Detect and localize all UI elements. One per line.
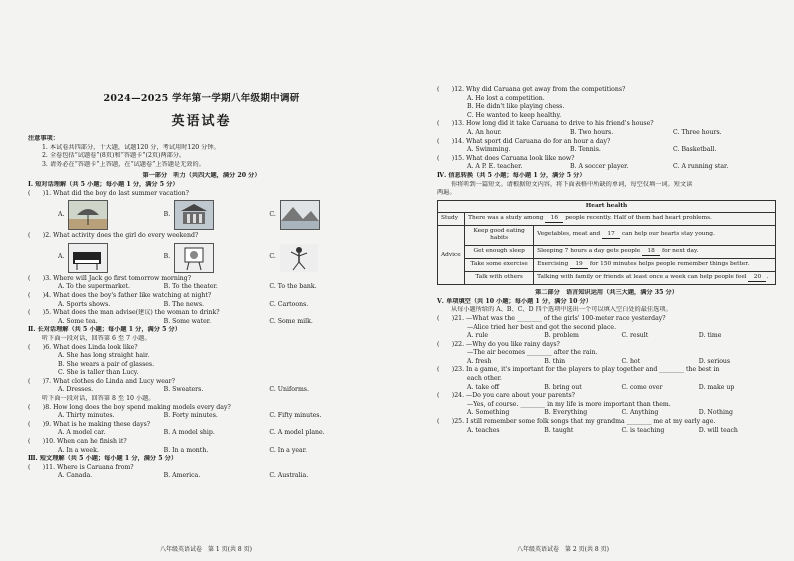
question-22: ( )22. —Why do you like rainy days? [437, 340, 560, 348]
q9-options: A. A model car. B. A model ship. C. A model plane. [58, 429, 325, 437]
question-4: ( )4. What does the boy's father like watching at night? [28, 291, 212, 299]
q1-option-b: B. [164, 200, 270, 230]
q22-options: A. fresh B. thin C. hot D. serious [467, 357, 731, 365]
question-21: ( )21. —What was the ________ of the girls' 100-meter race yesterday? [437, 314, 666, 322]
q23-options: A. take off B. bring out C. come over D. make up [467, 383, 735, 391]
question-6: ( )6. What does Linda look like? [28, 343, 138, 351]
notes-title: 注意事项： [28, 135, 59, 142]
q5-options: A. Some tea. B. Some water. C. Some milk. [58, 317, 313, 325]
question-24: ( )24. —Do you care about your parents? [437, 392, 575, 400]
exam-title: 英语试卷 [171, 114, 232, 129]
q25-options: A. teaches B. taught C. is teaching D. will teach [467, 426, 738, 434]
section4-heading: Ⅳ. 信息转换（共 5 小题；每小题 1 分，满分 5 分） [437, 171, 586, 179]
q11-options: A. Canada. B. America. C. Australia. [58, 472, 309, 480]
q2-option-a: A. [58, 243, 164, 273]
page-footer-1: 八年级英语试卷 第 1 页(共 8 页) [160, 546, 252, 553]
table-row [438, 258, 776, 271]
advice-detail: Vegetables, meat and 17 can help our hearts stay young. [534, 226, 776, 245]
part2-heading: 第二部分 语言知识运用（共三大题，满分 35 分） [535, 289, 678, 297]
table-title: Heart health [438, 200, 776, 212]
note-2: 2. 全卷包括“试题卷”(8页)和“答题卡”(2页)两部分。 [42, 152, 186, 160]
note-3: 3. 请务必在“答题卡”上答题，在“试题卷”上答题是无效的。 [42, 160, 205, 168]
museum-icon [174, 200, 214, 230]
question-13: ( )13. How long did it take Caruana to drive to his friend's house? [437, 120, 654, 128]
heart-health-table [437, 200, 776, 285]
question-3: ( )3. Where will Jack go first tomorrow morning? [28, 274, 192, 282]
section2-instruction-a: 听下面一段对话，回答第 6 至 7 小题。 [42, 334, 151, 342]
section5-instruction: 从每小题所给的 A、B、C、D 四个选项中选出一个可以填入空白处的最佳选项。 [451, 306, 672, 314]
part1-heading: 第一部分 听力（共四大题，满分 20 分） [142, 172, 261, 180]
painting-icon [174, 243, 214, 273]
table-row [438, 245, 776, 258]
advice-detail: Sleeping 7 hours a day gets people 18 for next day. [534, 245, 776, 258]
note-1: 1. 本试卷共四部分，十大题，试题120 分，考试用时120 分钟。 [42, 143, 220, 151]
q4-options: A. Sports shows. B. The news. C. Cartoons. [58, 300, 309, 308]
advice-label: Advice [438, 226, 465, 285]
answer-blank-19[interactable]: 19 [570, 261, 588, 269]
q6-option-b: B. She wears a pair of glasses. [58, 360, 155, 368]
q10-options: A. In a week. B. In a month. C. In a year. [58, 446, 307, 454]
advice-item: Take some exercise [465, 258, 534, 271]
q2-pictures [28, 241, 375, 275]
advice-item: Keep good eating habits [465, 226, 534, 245]
q3-options: A. To the supermarket. B. To the theater. C. To the bank. [58, 283, 317, 291]
table-row [438, 212, 776, 225]
q6-option-a: A. She has long straight hair. [58, 352, 150, 360]
advice-item: Talk with others [465, 271, 534, 284]
q12-option-c: C. He wanted to keep healthy. [467, 111, 562, 119]
right-page [397, 0, 794, 561]
question-15: ( )15. What does Caruana look like now? [437, 154, 575, 162]
q21-response: —Alice tried her best and got the second place. [467, 323, 617, 331]
study-cell: There was a study among 16 people recently. Half of them had heart problems. [465, 212, 776, 225]
q13-options: A. An hour. B. Two hours. C. Three hours. [467, 128, 722, 136]
q12-option-a: A. He lost a competition. [467, 94, 545, 102]
advice-detail: Exercising 19 for 150 minutes helps people remember things better. [534, 258, 776, 271]
mountain-lake-icon [280, 200, 320, 230]
q24-options: A. Something B. Everything C. Anything D. Nothing [467, 409, 733, 417]
advice-detail: Talking with family or friends at least once a week can help people feel 20 . [534, 271, 776, 284]
q22-response: —The air becomes ________ after the rain. [467, 349, 598, 357]
question-10: ( )10. When can he finish it? [28, 438, 127, 446]
question-11: ( )11. Where is Caruana from? [28, 463, 134, 471]
question-14: ( )14. What sport did Caruana do for an hour a day? [437, 137, 611, 145]
page-footer-2: 八年级英语试卷 第 2 页(共 8 页) [517, 546, 609, 553]
q2-option-b: B. [164, 243, 270, 273]
section2-instruction-b: 听下面一段对话，回答第 8 至 10 小题。 [42, 395, 155, 403]
table-row [438, 271, 776, 284]
answer-blank-17[interactable]: 17 [602, 231, 620, 239]
section5-heading: Ⅴ. 单项填空（共 10 小题；每小题 1 分，满分 10 分） [437, 297, 592, 305]
study-label: Study [438, 212, 465, 225]
q1-option-c: C. [269, 200, 375, 230]
answer-blank-20[interactable]: 20 [748, 274, 766, 282]
answer-blank-18[interactable]: 18 [642, 248, 660, 256]
dancing-icon [280, 244, 318, 272]
q7-options: A. Dresses. B. Sweaters. C. Uniforms. [58, 386, 309, 394]
q1-pictures [28, 198, 375, 232]
piano-icon [68, 243, 108, 273]
question-1: ( )1. What did the boy do last summer vacation? [28, 189, 189, 197]
section4-instruction: 你将听到一篇短文。请根据短文内容，将下面表格中所缺的单词，每空仅填一词。短文读 [451, 180, 693, 188]
question-25: ( )25. I still remember some folk songs that my grandma ________ me at my early age. [437, 418, 716, 426]
q8-options: A. Thirty minutes. B. Forty minutes. C. Fifty minutes. [58, 412, 322, 420]
q15-options: A. A P. E. teacher. B. A soccer player. C. A running star. [467, 163, 729, 171]
table-row [438, 226, 776, 245]
q21-options: A. rule B. problem C. result D. time [467, 332, 722, 340]
q2-option-c: C. [269, 244, 375, 272]
q14-options: A. Swimming. B. Tennis. C. Basketball. [467, 146, 717, 154]
q1-option-a: A. [58, 200, 164, 230]
section1-heading: Ⅰ. 短对话理解（共 5 小题；每小题 1 分，满分 5 分） [28, 180, 179, 188]
question-12: ( )12. Why did Caruana get away from the competitions? [437, 86, 626, 93]
beach-umbrella-icon [68, 200, 108, 230]
question-5: ( )5. What does the man advise(建议) the woman to drink? [28, 309, 220, 317]
q12-option-b: B. He didn't like playing chess. [467, 103, 565, 111]
section3-heading: Ⅲ. 短文理解（共 5 小题；每小题 1 分，满分 5 分） [28, 455, 178, 463]
q6-option-c: C. She is taller than Lucy. [58, 369, 139, 377]
question-9: ( )9. What is he making these days? [28, 420, 151, 428]
section2-heading: Ⅱ. 长对话理解（共 5 小题；每小题 1 分，满分 5 分） [28, 326, 181, 334]
q23-cont: each other. [467, 375, 502, 383]
section4-instruction-cont: 两遍。 [437, 189, 456, 197]
exam-title-line: 2024—2025 学年第一学期八年级期中调研 [103, 93, 300, 104]
advice-item: Get enough sleep [465, 245, 534, 258]
question-8: ( )8. How long does the boy spend making models every day? [28, 403, 231, 411]
question-7: ( )7. What clothes do Linda and Lucy wear? [28, 377, 175, 385]
question-2: ( )2. What activity does the girl do every weekend? [28, 232, 199, 240]
q24-response: —Yes, of course. ________ in my life is more important than them. [467, 400, 671, 408]
answer-blank-16[interactable]: 16 [545, 215, 563, 223]
question-23: ( )23. In a game, it's important for the players to play together and ________ the best in [437, 366, 720, 374]
